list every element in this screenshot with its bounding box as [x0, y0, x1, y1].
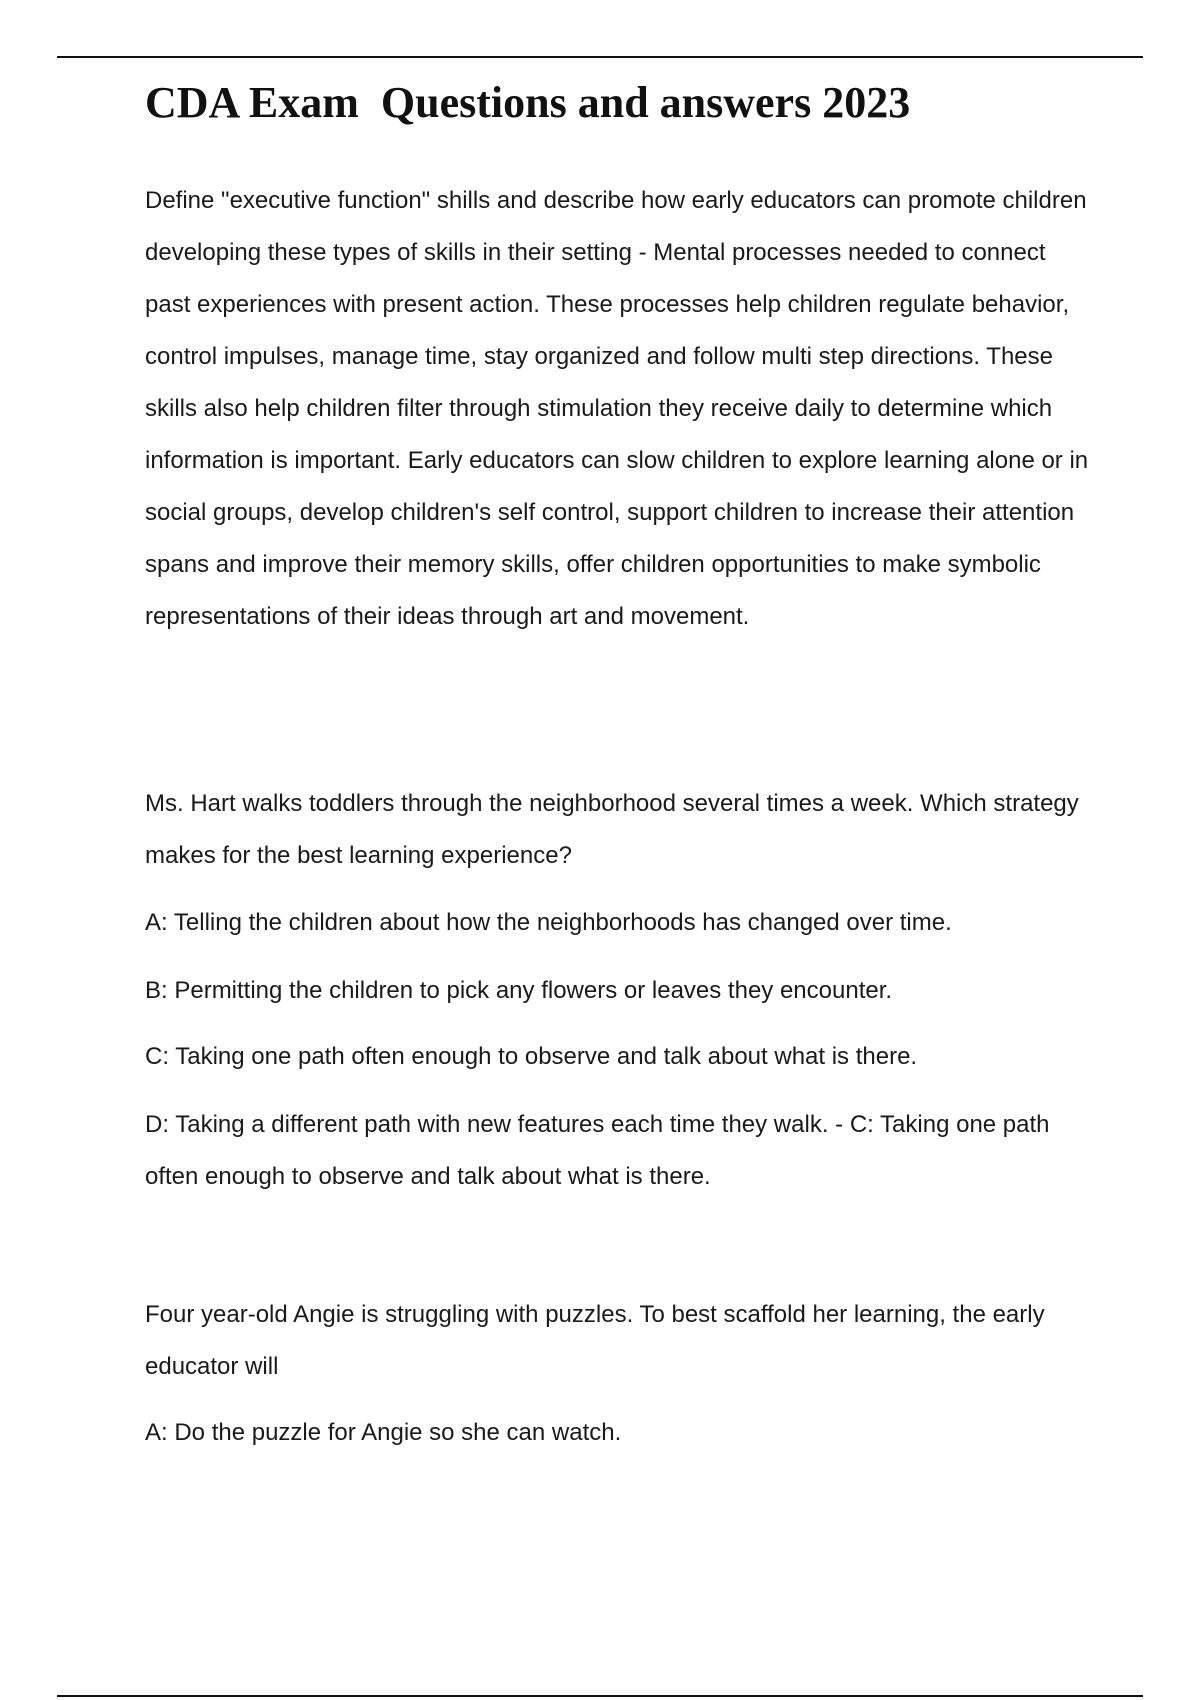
document-title: CDA Exam Questions and answers 2023: [145, 78, 911, 127]
option-b-flowers: B: Permitting the children to pick any flowers or leaves they encounter.: [145, 977, 893, 1004]
option-c-one-path: C: Taking one path often enough to observe and talk about what is there.: [145, 1043, 918, 1070]
option-a-do-puzzle: A: Do the puzzle for Angie so she can watch.: [145, 1419, 622, 1446]
option-d-and-answer: D: Taking a different path with new features each time they walk. - C: Taking one path often enough to observe and talk about what is there.: [145, 1111, 1050, 1190]
top-rule: [57, 56, 1143, 58]
question-angie-puzzles: Four year-old Angie is struggling with puzzles. To best scaffold her learning, the early educator will: [145, 1301, 1045, 1380]
bottom-rule: [57, 1695, 1143, 1697]
answer-executive-function: Define "executive function" shills and describe how early educators can promote children developing these types of skills in their setting - Mental processes needed to connect past experiences with present action. These processes help children regulate behavior, control impulses, manage time, stay organized and follow multi step directions. These skills also help children filter through stimulation they receive daily to determine which information is important. Early educators can slow children to explore learning alone or in social groups, develop children's self control, support children to increase their attention spans and improve their memory skills, offer children opportunities to make symbolic representations of their ideas through art and movement.: [145, 187, 1089, 630]
option-a-neighborhood: A: Telling the children about how the neighborhoods has changed over time.: [145, 909, 952, 936]
question-ms-hart: Ms. Hart walks toddlers through the neighborhood several times a week. Which strategy makes for the best learning experience?: [145, 790, 1079, 869]
